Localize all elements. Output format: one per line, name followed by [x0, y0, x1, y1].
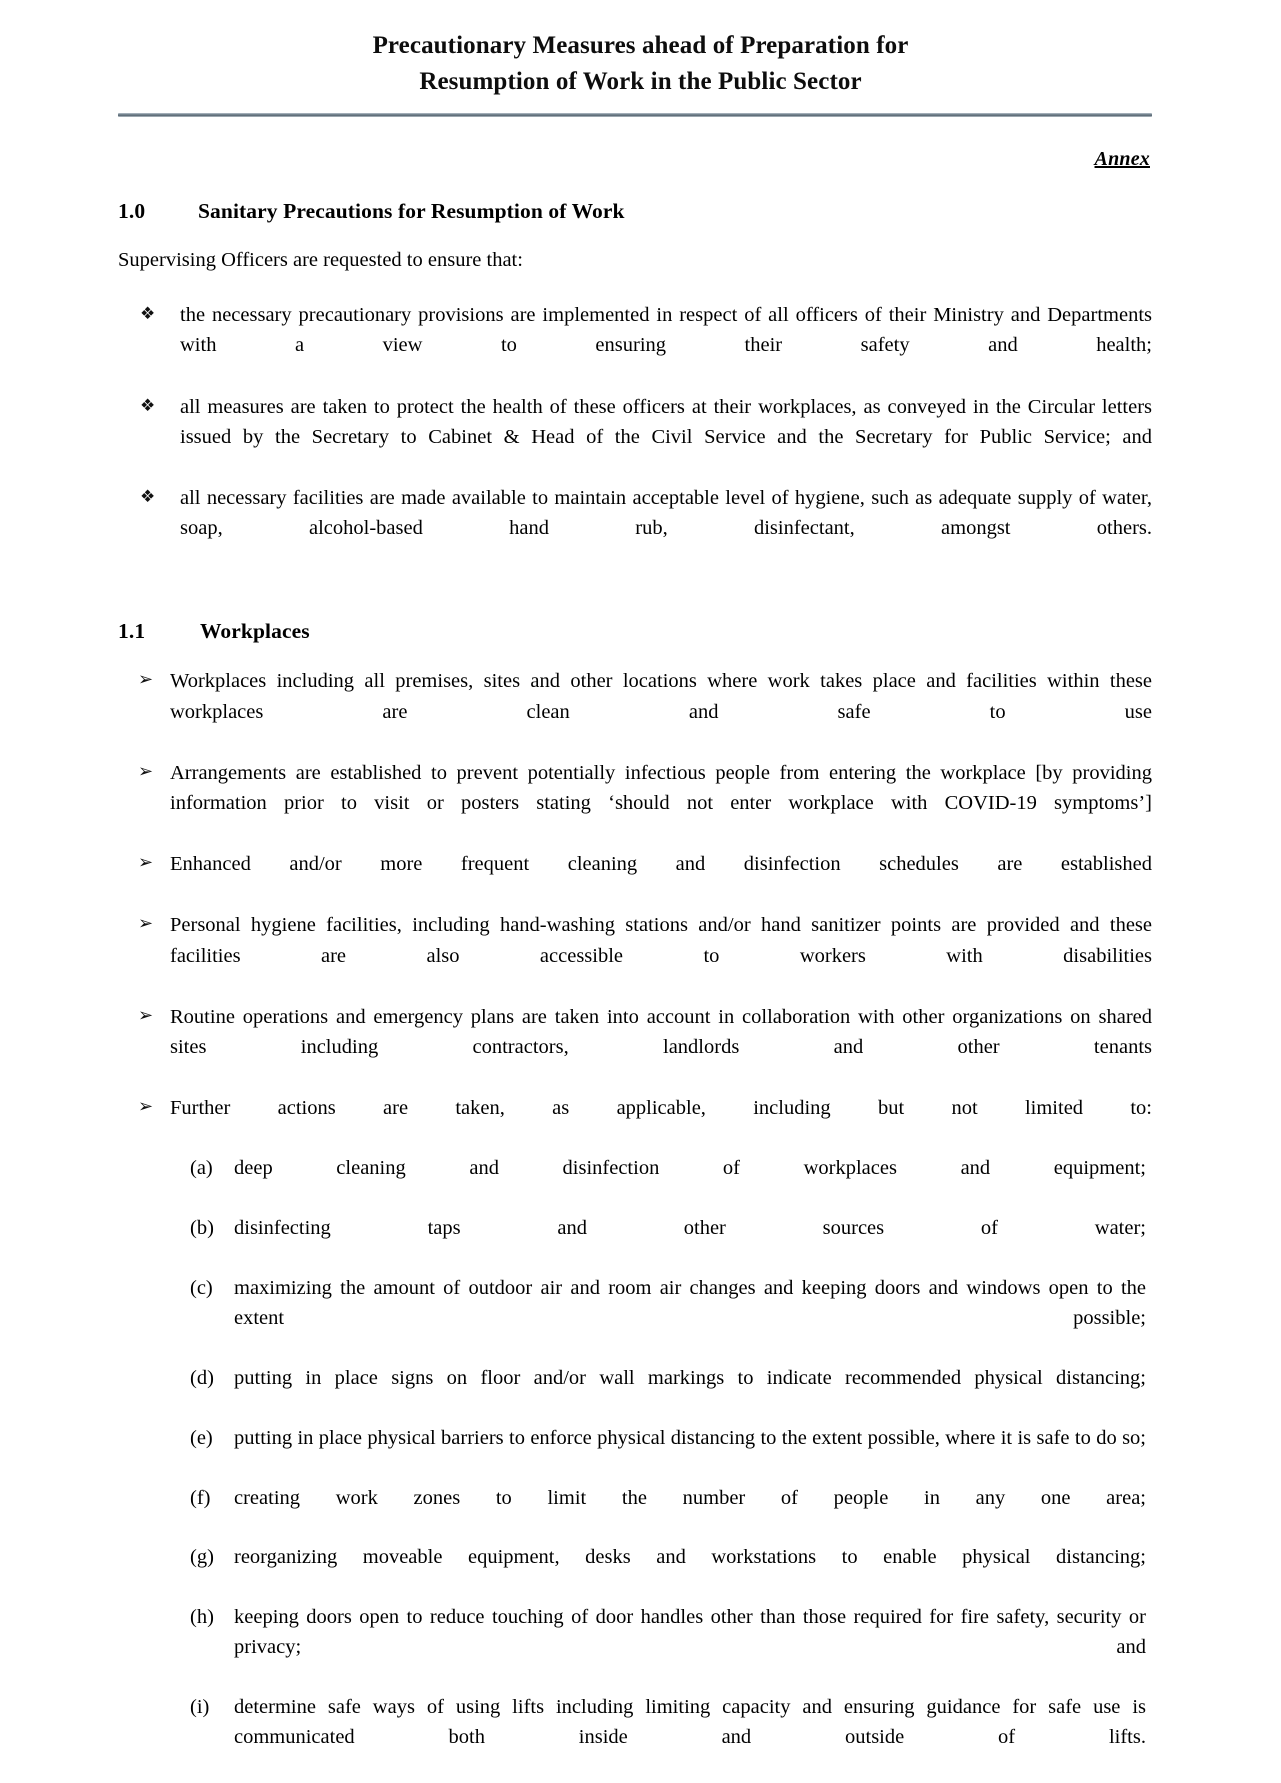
list-item-text: reorganizing moveable equipment, desks and workstations to enable physical distancing; [234, 1546, 1146, 1569]
section-heading-1-1 [118, 619, 1152, 644]
list-item [118, 1424, 1146, 1484]
list-item [118, 849, 1152, 909]
list-item-label: (a) [190, 1157, 213, 1180]
list-item-label: (b) [190, 1217, 214, 1240]
list-item [118, 1543, 1146, 1603]
list-item-text: all measures are taken to protect the health of these officers at their workplaces, as conveyed in the Circular letters issued by the Secretary to Cabinet & Head of the Civil Service and the Secretary for Public Service; and [180, 395, 1152, 448]
list-item [118, 300, 1152, 390]
list-item-label: (f) [190, 1486, 211, 1509]
list-item [118, 758, 1152, 848]
list-item [118, 1484, 1146, 1544]
list-item-text: putting in place physical barriers to enforce physical distancing to the extent possible, where it is safe to do so; [234, 1426, 1146, 1449]
list-item-text: deep cleaning and disinfection of workplaces and equipment; [234, 1157, 1146, 1180]
list-item-text: all necessary facilities are made available to maintain acceptable level of hygiene, such as adequate supply of water, soap, alcohol-based hand rub, disinfectant, amongst others. [180, 487, 1152, 540]
floret-bullet-icon: ❖ [140, 487, 156, 507]
section-title-1-0: Sanitary Precautions for Resumption of Work [198, 199, 625, 223]
list-item-text: Enhanced and/or more frequent cleaning and disinfection schedules are established [170, 853, 1152, 876]
arrow-bullet-icon: ➢ [138, 852, 154, 873]
list-item-label: (c) [190, 1277, 213, 1300]
list-item-label: (h) [190, 1606, 214, 1629]
document-title-line-2: Resumption of Work in the Public Sector [419, 67, 862, 95]
arrow-bullet-icon: ➢ [138, 669, 154, 690]
list-item-label: (i) [190, 1696, 210, 1718]
arrow-bullet-icon: ➢ [138, 760, 154, 781]
list-item-text: creating work zones to limit the number of people in any one area; [234, 1486, 1146, 1509]
list-item-text: Arrangements are established to prevent potentially infectious people from entering the workplace [by providing information prior to visit or posters stating ‘should not enter workplace with COVID-19 symptoms’] [170, 761, 1152, 814]
list-item [118, 1002, 1152, 1092]
section-1-1-bullet-list [118, 666, 1152, 1153]
list-item [118, 666, 1152, 756]
document-title [120, 0, 1161, 99]
arrow-bullet-icon: ➢ [138, 1096, 154, 1117]
list-item-text: putting in place signs on floor and/or wall markings to indicate recommended physical distancing; [234, 1366, 1146, 1389]
list-item [118, 483, 1152, 573]
list-item-label: (e) [190, 1426, 213, 1449]
section-heading-1-0 [118, 199, 1152, 224]
section-1-0-intro: Supervising Officers are requested to ensure that: [118, 249, 523, 271]
title-divider-rule [118, 113, 1152, 117]
list-item-text: Routine operations and emergency plans are taken into account in collaboration with other organizations on shared sites including contractors, landlords and other tenants [170, 1005, 1152, 1058]
section-number-1-0: 1.0 [118, 199, 146, 223]
list-item-text: determine safe ways of using lifts including limiting capacity and ensuring guidance for safe use is communicated both inside and outside of lifts. [234, 1696, 1146, 1748]
list-item [118, 1214, 1146, 1274]
floret-bullet-icon: ❖ [140, 395, 156, 415]
arrow-bullet-icon: ➢ [138, 913, 154, 934]
list-item [118, 392, 1152, 482]
list-item-text: Workplaces including all premises, sites and other locations where work takes place and facilities within these workplaces are clean and safe to use [170, 670, 1152, 723]
list-item [118, 1093, 1152, 1153]
section-1-0-bullet-list [118, 300, 1152, 573]
section-title-1-1: Workplaces [200, 619, 310, 644]
list-item-text: the necessary precautionary provisions are implemented in respect of all officers of their Ministry and Departments with a view to ensuring their safety and health; [180, 304, 1152, 357]
list-item-text: keeping doors open to reduce touching of door handles other than those required for fire safety, security or privacy; and [234, 1606, 1146, 1659]
list-item-label: (g) [190, 1546, 214, 1569]
list-item-text: Personal hygiene facilities, including hand-washing stations and/or hand sanitizer points are provided and these facilities are also accessible to workers with disabilities [170, 914, 1152, 967]
list-item [118, 1364, 1146, 1424]
list-item [118, 1693, 1146, 1783]
list-item-text: maximizing the amount of outdoor air and room air changes and keeping doors and windows open to the extent possible; [234, 1277, 1146, 1330]
list-item [118, 910, 1152, 1000]
document-title-line-1: Precautionary Measures ahead of Preparation for [372, 32, 909, 59]
list-item [118, 1154, 1146, 1214]
list-item-text: Further actions are taken, as applicable, including but not limited to: [170, 1097, 1152, 1120]
list-item-label: (d) [190, 1366, 214, 1389]
list-item [118, 1274, 1146, 1364]
list-item-text: disinfecting taps and other sources of water; [234, 1217, 1146, 1240]
floret-bullet-icon: ❖ [140, 304, 156, 324]
annex-label: Annex [1094, 148, 1150, 170]
document-body [118, 130, 1152, 1783]
arrow-bullet-icon: ➢ [138, 1004, 154, 1025]
section-number-1-1: 1.1 [118, 619, 146, 644]
list-item [118, 1603, 1146, 1693]
section-1-1-lettered-sublist [118, 1154, 1152, 1782]
